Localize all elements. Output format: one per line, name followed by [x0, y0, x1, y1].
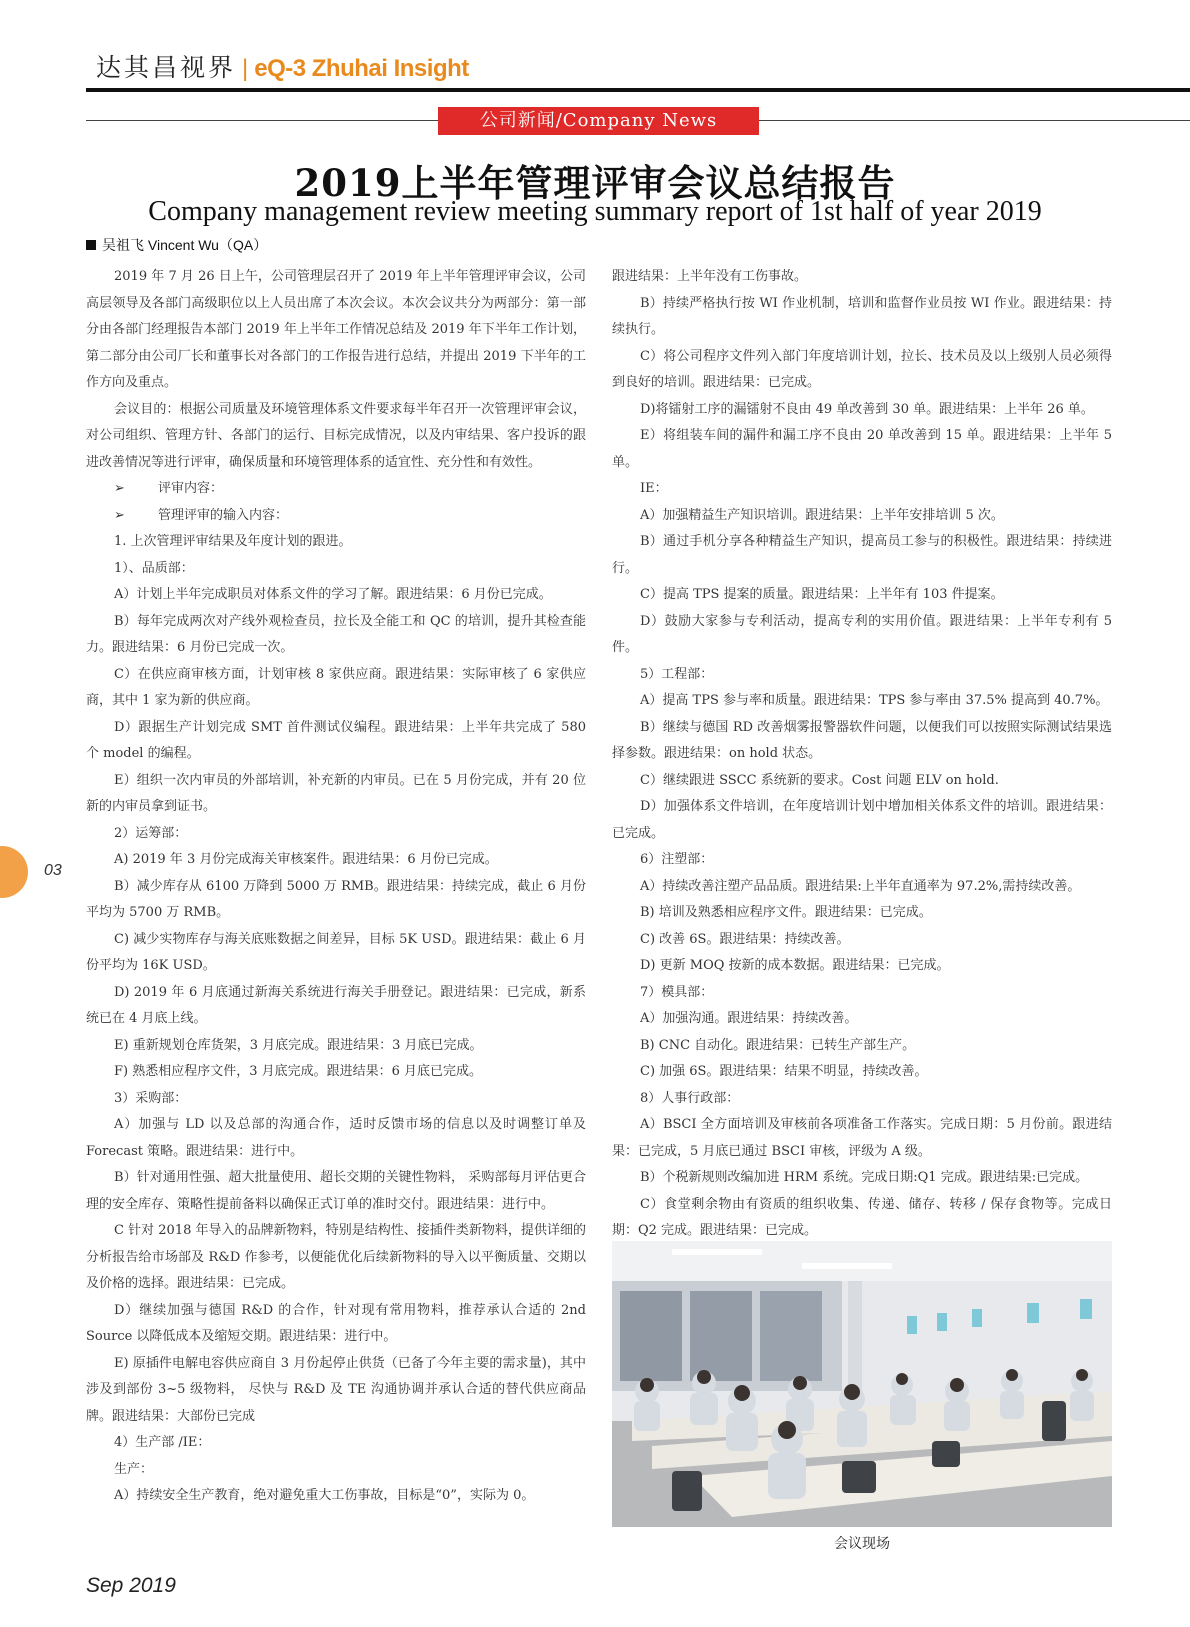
paragraph: C）在供应商审核方面，计划审核 8 家供应商。跟进结果：实际审核了 6 家供应商，其中 1 家为新的供应商。 — [86, 666, 586, 708]
bullet-item: ➢ 管理评审的输入内容： — [86, 503, 586, 530]
paragraph: A）加强沟通。跟进结果：持续改善。 — [640, 1011, 858, 1026]
paragraph: B）继续与德国 RD 改善烟雾报警器软件问题，以便我们可以按照实际测试结果选择参数。跟进结果：on hold 状态。 — [612, 719, 1112, 761]
page-marker-circle — [0, 846, 28, 898]
paragraph: C) 改善 6S。跟进结果：持续改善。 — [640, 931, 850, 947]
paragraph: A）提高 TPS 参与率和质量。跟进结果：TPS 参与率由 37.5% 提高到 40.7%。 — [640, 693, 1109, 708]
section-tag: 公司新闻/Company News — [438, 107, 759, 135]
photo-caption: 会议现场 — [834, 1536, 890, 1552]
arrow-bullet-icon: ➢ — [114, 481, 125, 496]
paragraph: B）每年完成两次对产线外观检查员，拉长及全能工和 QC 的培训，提升其检查能力。跟进结果：6 月份已完成一次。 — [86, 613, 586, 655]
paragraph: C）将公司程序文件列入部门年度培训计划，拉长、技术员及以上级别人员必须得到良好的培训。跟进结果：已完成。 — [612, 348, 1112, 390]
header-rule — [86, 88, 1190, 92]
paragraph: 8）人事行政部： — [640, 1090, 740, 1106]
page-number: 03 — [44, 862, 62, 879]
paragraph: 2019 年 7 月 26 日上午，公司管理层召开了 2019 年上半年管理评审会议，公司高层领导及各部门高级职位以上人员出席了本次会议。本次会议共分为两部分：第一部分由各部门经理报告本部门 2019 年上半年工作情况总结及 2019 年下半年工作计划，第二部分由公司厂长和董事长对各部门的工作报告进行总结，并提出 2019 下半年的工作方向及重点。 — [86, 269, 586, 390]
paragraph: E) 重新规划仓库货架，3 月底完成。跟进结果：3 月底已完成。 — [114, 1037, 483, 1053]
paragraph: C) 加强 6S。跟进结果：结果不明显，持续改善。 — [640, 1064, 928, 1079]
paragraph: D）继续加强与德国 R&D 的合作，针对现有常用物料，推荐承认合适的 2nd Source 以降低成本及缩短交期。跟进结果：进行中。 — [86, 1302, 586, 1344]
paragraph: B) CNC 自动化。跟进结果：已转生产部生产。 — [640, 1037, 916, 1053]
paragraph: A）持续安全生产教育，绝对避免重大工伤事故，目标是“0”，实际为 0。 — [114, 1488, 535, 1503]
paragraph: E）将组装车间的漏件和漏工序不良由 20 单改善到 15 单。跟进结果：上半年 5 单。 — [612, 428, 1112, 470]
paragraph: 4）生产部 /IE： — [114, 1435, 211, 1450]
paragraph: B) 培训及熟悉相应程序文件。跟进结果：已完成。 — [640, 905, 932, 920]
paragraph: D）鼓励大家参与专利活动，提高专利的实用价值。跟进结果：上半年专利有 5 件。 — [612, 613, 1112, 655]
author: 吴祖飞 Vincent Wu（QA） — [102, 237, 268, 253]
paragraph: 跟进结果：上半年没有工伤事故。 — [612, 269, 808, 284]
paragraph: D)将镭射工序的漏镭射不良由 49 单改善到 30 单。跟进结果：上半年 26 单。 — [640, 401, 1094, 417]
paragraph: E) 原插件电解电容供应商自 3 月份起停止供货（已备了今年主要的需求量)，其中涉及到部份 3~5 级物料， 尽快与 R&D 及 TE 沟通协调并承认合适的替代供应商品牌。跟进结果：大部份已完成 — [86, 1355, 586, 1424]
paragraph: 生产： — [114, 1461, 154, 1477]
article-subtitle: Company management review meeting summary report of 1st half of year 2019 — [148, 196, 1042, 227]
paragraph: 1. 上次管理评审结果及年度计划的跟进。 — [114, 534, 352, 549]
paragraph: C）食堂剩余物由有资质的组织收集、传递、储存、转移 / 保存食物等。完成日期：Q2 完成。跟进结果：已完成。 — [612, 1196, 1112, 1238]
paragraph: B）通过手机分享各种精益生产知识，提高员工参与的积极性。跟进结果：持续进行。 — [612, 534, 1112, 576]
bullet-item: ➢ 评审内容： — [86, 476, 586, 503]
byline — [86, 235, 267, 255]
paragraph: A）持续改善注塑产品品质。跟进结果:上半年直通率为 97.2%,需持续改善。 — [640, 878, 1081, 894]
paragraph: D）加强体系文件培训，在年度培训计划中增加相关体系文件的培训。跟进结果：已完成。 — [612, 799, 1112, 841]
magazine-title-en: eQ-3 Zhuhai Insight — [254, 55, 469, 82]
right-column — [612, 264, 1112, 1245]
paragraph: B）持续严格执行按 WI 作业机制，培训和监督作业员按 WI 作业。跟进结果：持续执行。 — [612, 295, 1112, 337]
paragraph: D) 2019 年 6 月底通过新海关系统进行海关手册登记。跟进结果：已完成，新系统已在 4 月底上线。 — [86, 984, 586, 1026]
paragraph: F) 熟悉相应程序文件，3 月底完成。跟进结果：6 月底已完成。 — [114, 1064, 483, 1079]
paragraph: 2）运筹部： — [114, 825, 188, 841]
paragraph: D) 更新 MOQ 按新的成本数据。跟进结果：已完成。 — [640, 958, 950, 973]
paragraph: IE： — [640, 481, 668, 496]
paragraph: A）BSCI 全方面培训及审核前各项准备工作落实。完成日期：5 月份前。跟进结果：已完成，5 月底已通过 BSCI 审核，评级为 A 级。 — [612, 1117, 1112, 1159]
magazine-header — [96, 48, 469, 88]
paragraph: 5）工程部： — [640, 666, 714, 682]
paragraph: B）针对通用性强、超大批量使用、超长交期的关键性物料， 采购部每月评估更合理的安全库存、策略性提前备料以确保正式订单的准时交付。跟进结果：进行中。 — [86, 1170, 586, 1212]
paragraph: C）继续跟进 SSCC 系统新的要求。Cost 问题 ELV on hold. — [640, 772, 999, 788]
paragraph: 会议目的：根据公司质量及环境管理体系文件要求每半年召开一次管理评审会议，对公司组织、管理方针、各部门的运行、目标完成情况，以及内审结果、客户投诉的跟进改善情况等进行评审，确保质量和环境管理体系的适宜性、充分性和有效性。 — [86, 401, 586, 470]
paragraph: A）加强精益生产知识培训。跟进结果：上半年安排培训 5 次。 — [640, 507, 1004, 523]
paragraph: E）组织一次内审员的外部培训，补充新的内审员。已在 5 月份完成，并有 20 位新的内审员拿到证书。 — [86, 772, 586, 814]
paragraph: B）减少库存从 6100 万降到 5000 万 RMB。跟进结果：持续完成，截止 6 月份平均为 5700 万 RMB。 — [86, 878, 586, 920]
paragraph: C 针对 2018 年导入的品牌新物料，特别是结构性、接插件类新物料，提供详细的分析报告给市场部及 R&D 作参考，以便能优化后续新物料的导入以平衡质量、交期以及价格的选择。跟进结果：已完成。 — [86, 1223, 586, 1291]
paragraph: C）提高 TPS 提案的质量。跟进结果：上半年有 103 件提案。 — [640, 587, 1004, 602]
header-separator: | — [242, 55, 249, 82]
issue-date: Sep 2019 — [86, 1574, 176, 1597]
paragraph: D）跟据生产计划完成 SMT 首件测试仪编程。跟进结果：上半年共完成了 580 个 model 的编程。 — [86, 719, 586, 761]
paragraph: 6）注塑部： — [640, 852, 714, 867]
paragraph: C) 减少实物库存与海关底账数据之间差异，目标 5K USD。跟进结果：截止 6 月份平均为 16K USD。 — [86, 931, 586, 973]
paragraph: A) 2019 年 3 月份完成海关审核案件。跟进结果：6 月份已完成。 — [114, 852, 498, 867]
left-column — [86, 264, 586, 1510]
meeting-photo — [612, 1241, 1112, 1527]
paragraph: A）计划上半年完成职员对体系文件的学习了解。跟进结果：6 月份已完成。 — [114, 587, 552, 602]
paragraph: 7）模具部： — [640, 984, 714, 1000]
magazine-title-cn: 达其昌视界 — [96, 53, 237, 82]
paragraph: 1）、品质部： — [114, 560, 194, 576]
paragraph: 3）采购部： — [114, 1090, 188, 1106]
paragraph: A）加强与 LD 以及总部的沟通合作，适时反馈市场的信息以及时调整订单及 Forecast 策略。跟进结果：进行中。 — [86, 1117, 586, 1159]
square-bullet-icon — [86, 240, 96, 250]
arrow-bullet-icon: ➢ — [114, 507, 125, 523]
paragraph: B）个税新规则改编加进 HRM 系统。完成日期:Q1 完成。跟进结果:已完成。 — [640, 1170, 1089, 1185]
article-title: 2019上半年管理评审会议总结报告 — [294, 161, 896, 205]
